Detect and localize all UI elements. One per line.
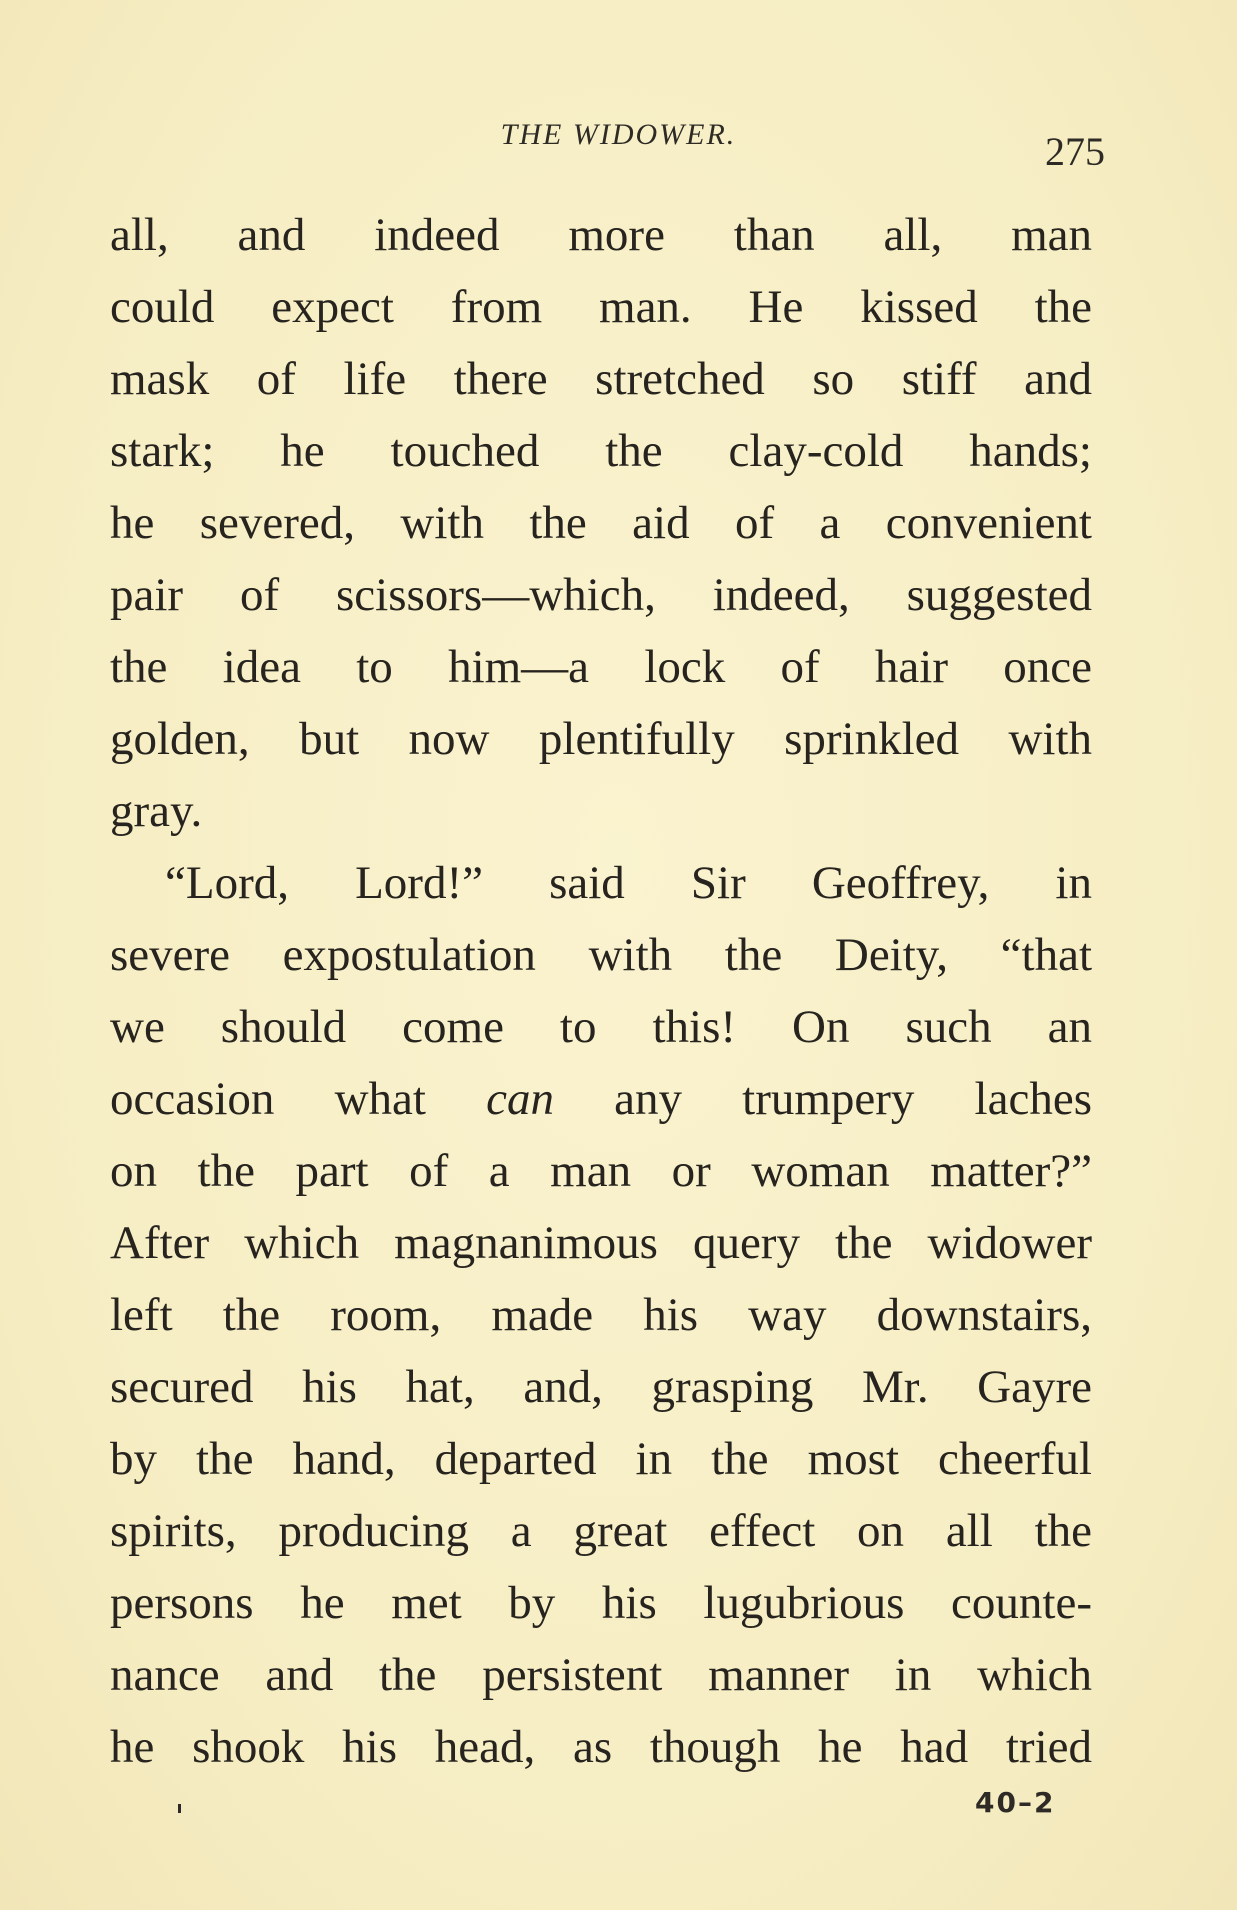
- text-segment: occasion what: [110, 1073, 487, 1125]
- text-line: golden, but now plentifully sprinkled with: [110, 713, 1092, 765]
- emphasized-word: can: [486, 1073, 554, 1125]
- text-line: he severed, with the aid of a convenient: [110, 497, 1092, 549]
- ink-speck: [178, 1804, 181, 1813]
- text-line: all, and indeed more than all, man: [110, 209, 1092, 261]
- text-line: nance and the persistent manner in which: [110, 1649, 1092, 1701]
- text-line: After which magnanimous query the widower: [110, 1217, 1092, 1269]
- text-line: “Lord, Lord!” said Sir Geoffrey, in: [165, 857, 1092, 909]
- text-line: persons he met by his lugubrious counte-: [110, 1577, 1092, 1629]
- text-line: by the hand, departed in the most cheerful: [110, 1433, 1092, 1485]
- text-line: he shook his head, as though he had tried: [110, 1721, 1092, 1773]
- text-line: severe expostulation with the Deity, “that: [110, 929, 1092, 981]
- text-line: the idea to him—a lock of hair once: [110, 641, 1092, 693]
- text-line: on the part of a man or woman matter?”: [110, 1145, 1092, 1197]
- text-line: secured his hat, and, grasping Mr. Gayre: [110, 1361, 1092, 1413]
- text-line: left the room, made his way downstairs,: [110, 1289, 1092, 1341]
- text-segment: any trumpery laches: [553, 1073, 1092, 1125]
- text-line: mask of life there stretched so stiff and: [110, 353, 1092, 405]
- text-line: we should come to this! On such an: [110, 1001, 1092, 1053]
- text-line: stark; he touched the clay-cold hands;: [110, 425, 1092, 477]
- text-line: could expect from man. He kissed the: [110, 281, 1092, 333]
- text-line: spirits, producing a great effect on all the: [110, 1505, 1092, 1557]
- text-line: pair of scissors—which, indeed, suggested: [110, 569, 1092, 621]
- page-number: 275: [1045, 129, 1105, 174]
- text-line: gray.: [110, 785, 203, 837]
- running-title: THE WIDOWER.: [500, 118, 737, 151]
- signature-mark: 40–2: [975, 1786, 1056, 1819]
- text-line-with-emphasis: [110, 1069, 1092, 1129]
